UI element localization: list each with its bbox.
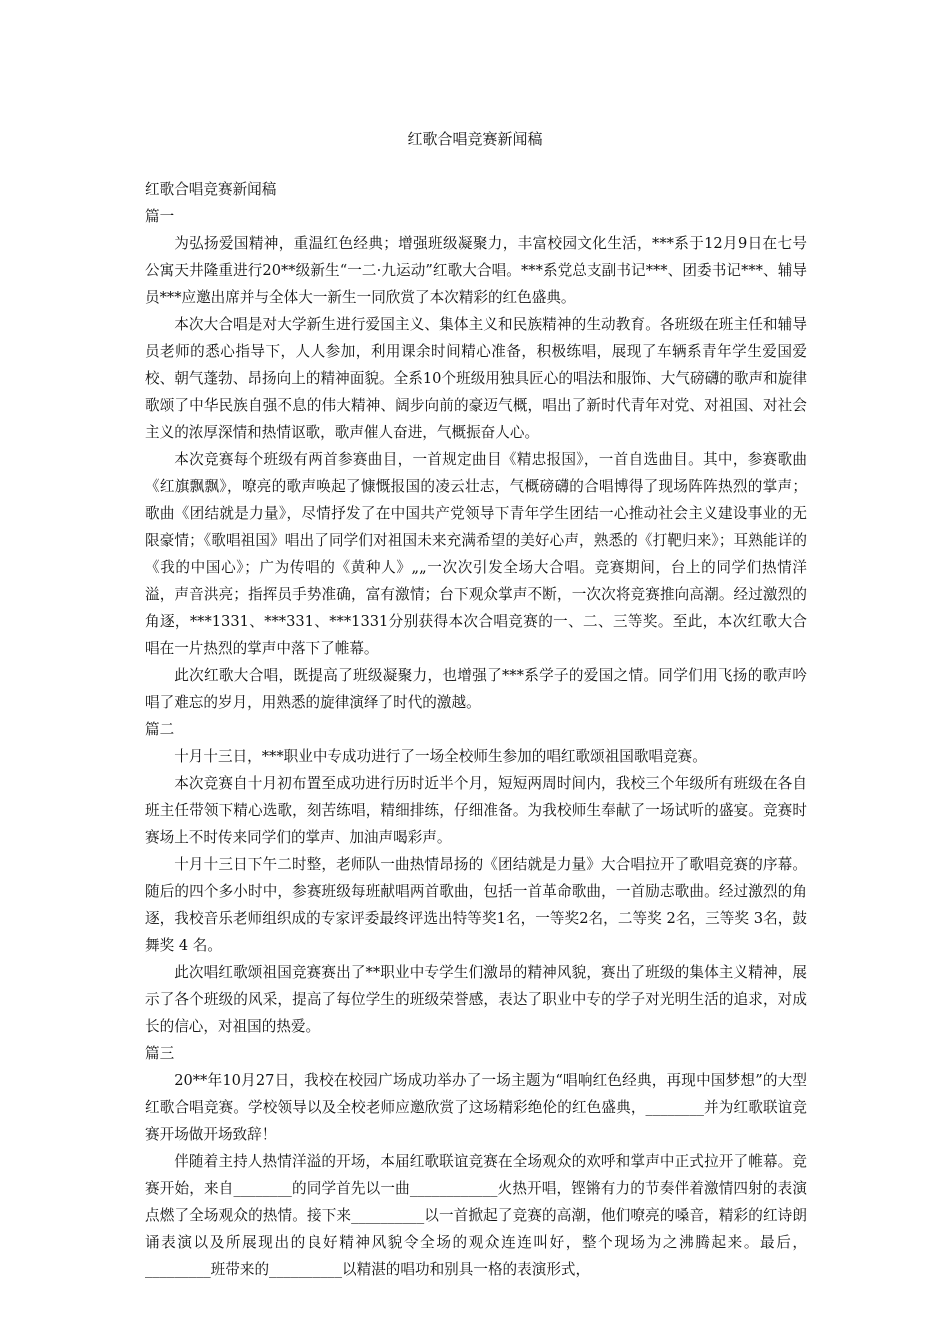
- paragraph: 本次竞赛每个班级有两首参赛曲目，一首规定曲目《精忠报国》，一首自选曲目。其中，参赛歌曲《红旗飘飘》，嘹亮的歌声唤起了慷慨报国的凌云壮志，气概磅礴的合唱博得了现场阵阵热烈的掌声；歌曲《团结就是力量》，尽情抒发了在中国共产党领导下青年学生团结一心推动社会主义建设事业的无限豪情；《歌唱祖国》唱出了同学们对祖国未来充满希望的美好心声，熟悉的《打靶归来》；耳熟能详的《我的中国心》；广为传唱的《黄种人》„„一次次引发全场大合唱。竞赛期间，台上的同学们热情洋溢，声音洪亮；指挥员手势准确，富有激情；台下观众掌声不断，一次次将竞赛推向高潮。经过激烈的角逐，***1331、***331、***1331分别获得本次合唱竞赛的一、二、三等奖。至此，本次红歌大合唱在一片热烈的掌声中落下了帷幕。: [145, 451, 807, 657]
- paragraph: 本次竞赛自十月初布置至成功进行历时近半个月，短短两周时间内，我校三个年级所有班级在各自班主任带领下精心选歌，刻苦练唱，精细排练，仔细准备。为我校师生奉献了一场试听的盛宴。竞赛时赛场上不时传来同学们的掌声、加油声喝彩声。: [145, 775, 807, 846]
- document-title: 红歌合唱竞赛新闻稿: [407, 130, 543, 148]
- document-subtitle: 红歌合唱竞赛新闻稿: [145, 181, 277, 198]
- section-heading-2: 篇二: [145, 721, 175, 738]
- paragraph: 为弘扬爱国精神，重温红色经典；增强班级凝聚力，丰富校园文化生活，***系于12月9日在七号公寓天井隆重进行20**级新生“一二·九运动”红歌大合唱。***系党总支副书记***、团委书记***、辅导员***应邀出席并与全体大一新生一同欣赏了本次精彩的红色盛典。: [145, 235, 807, 306]
- document-body: [145, 176, 807, 1283]
- paragraph: 伴随着主持人热情洋溢的开场，本届红歌联谊竞赛在全场观众的欢呼和掌声中正式拉开了帷幕。竞赛开始，来自________的同学首先以一曲____________火热开唱，铿锵有力的节奏伴着激情四射的表演点燃了全场观众的热情。接下来__________以一首掀起了竞赛的高潮，他们嘹亮的嗓音，精彩的红诗朗诵表演以及所展现出的良好精神风貌令全场的观众连连叫好，整个现场为之沸腾起来。最后，_________班带来的__________以精湛的唱功和别具一格的表演形式，: [145, 1153, 807, 1278]
- paragraph: 十月十三日，***职业中专成功进行了一场全校师生参加的唱红歌颂祖国歌唱竞赛。: [174, 748, 707, 765]
- paragraph: 此次唱红歌颂祖国竞赛赛出了**职业中专学生们激昂的精神风貌，赛出了班级的集体主义精神，展示了各个班级的风采，提高了每位学生的班级荣誉感，表达了职业中专的学子对光明生活的追求，对成长的信心，对祖国的热爱。: [145, 964, 807, 1035]
- section-heading-1: 篇一: [145, 208, 175, 225]
- paragraph: 十月十三日下午二时整，老师队一曲热情昂扬的《团结就是力量》大合唱拉开了歌唱竞赛的序幕。随后的四个多小时中，参赛班级每班献唱两首歌曲，包括一首革命歌曲，一首励志歌曲。经过激烈的角逐，我校音乐老师组织成的专家评委最终评选出特等奖1名，一等奖2名，二等奖 2名，三等奖 3名，鼓舞奖 4 名。: [145, 856, 807, 954]
- paragraph: 此次红歌大合唱，既提高了班级凝聚力，也增强了***系学子的爱国之情。同学们用飞扬的歌声吟唱了难忘的岁月，用熟悉的旋律演绎了时代的激越。: [145, 667, 807, 711]
- section-heading-3: 篇三: [145, 1045, 175, 1062]
- paragraph: 本次大合唱是对大学新生进行爱国主义、集体主义和民族精神的生动教育。各班级在班主任和辅导员老师的悉心指导下，人人参加，利用课余时间精心准备，积极练唱，展现了车辆系青年学生爱国爱校、朝气蓬勃、昂扬向上的精神面貌。全系10个班级用独具匠心的唱法和服饰、大气磅礴的歌声和旋律歌颂了中华民族自强不息的伟大精神、阔步向前的豪迈气概，唱出了新时代青年对党、对祖国、对社会主义的浓厚深情和热情讴歌，歌声催人奋进，气概振奋人心。: [145, 316, 807, 441]
- paragraph: 20**年10月27日，我校在校园广场成功举办了一场主题为“唱响红色经典，再现中国梦想”的大型红歌合唱竞赛。学校领导以及全校老师应邀欣赏了这场精彩绝伦的红色盛典，________并为红歌联谊竞赛开场做开场致辞！: [145, 1072, 807, 1143]
